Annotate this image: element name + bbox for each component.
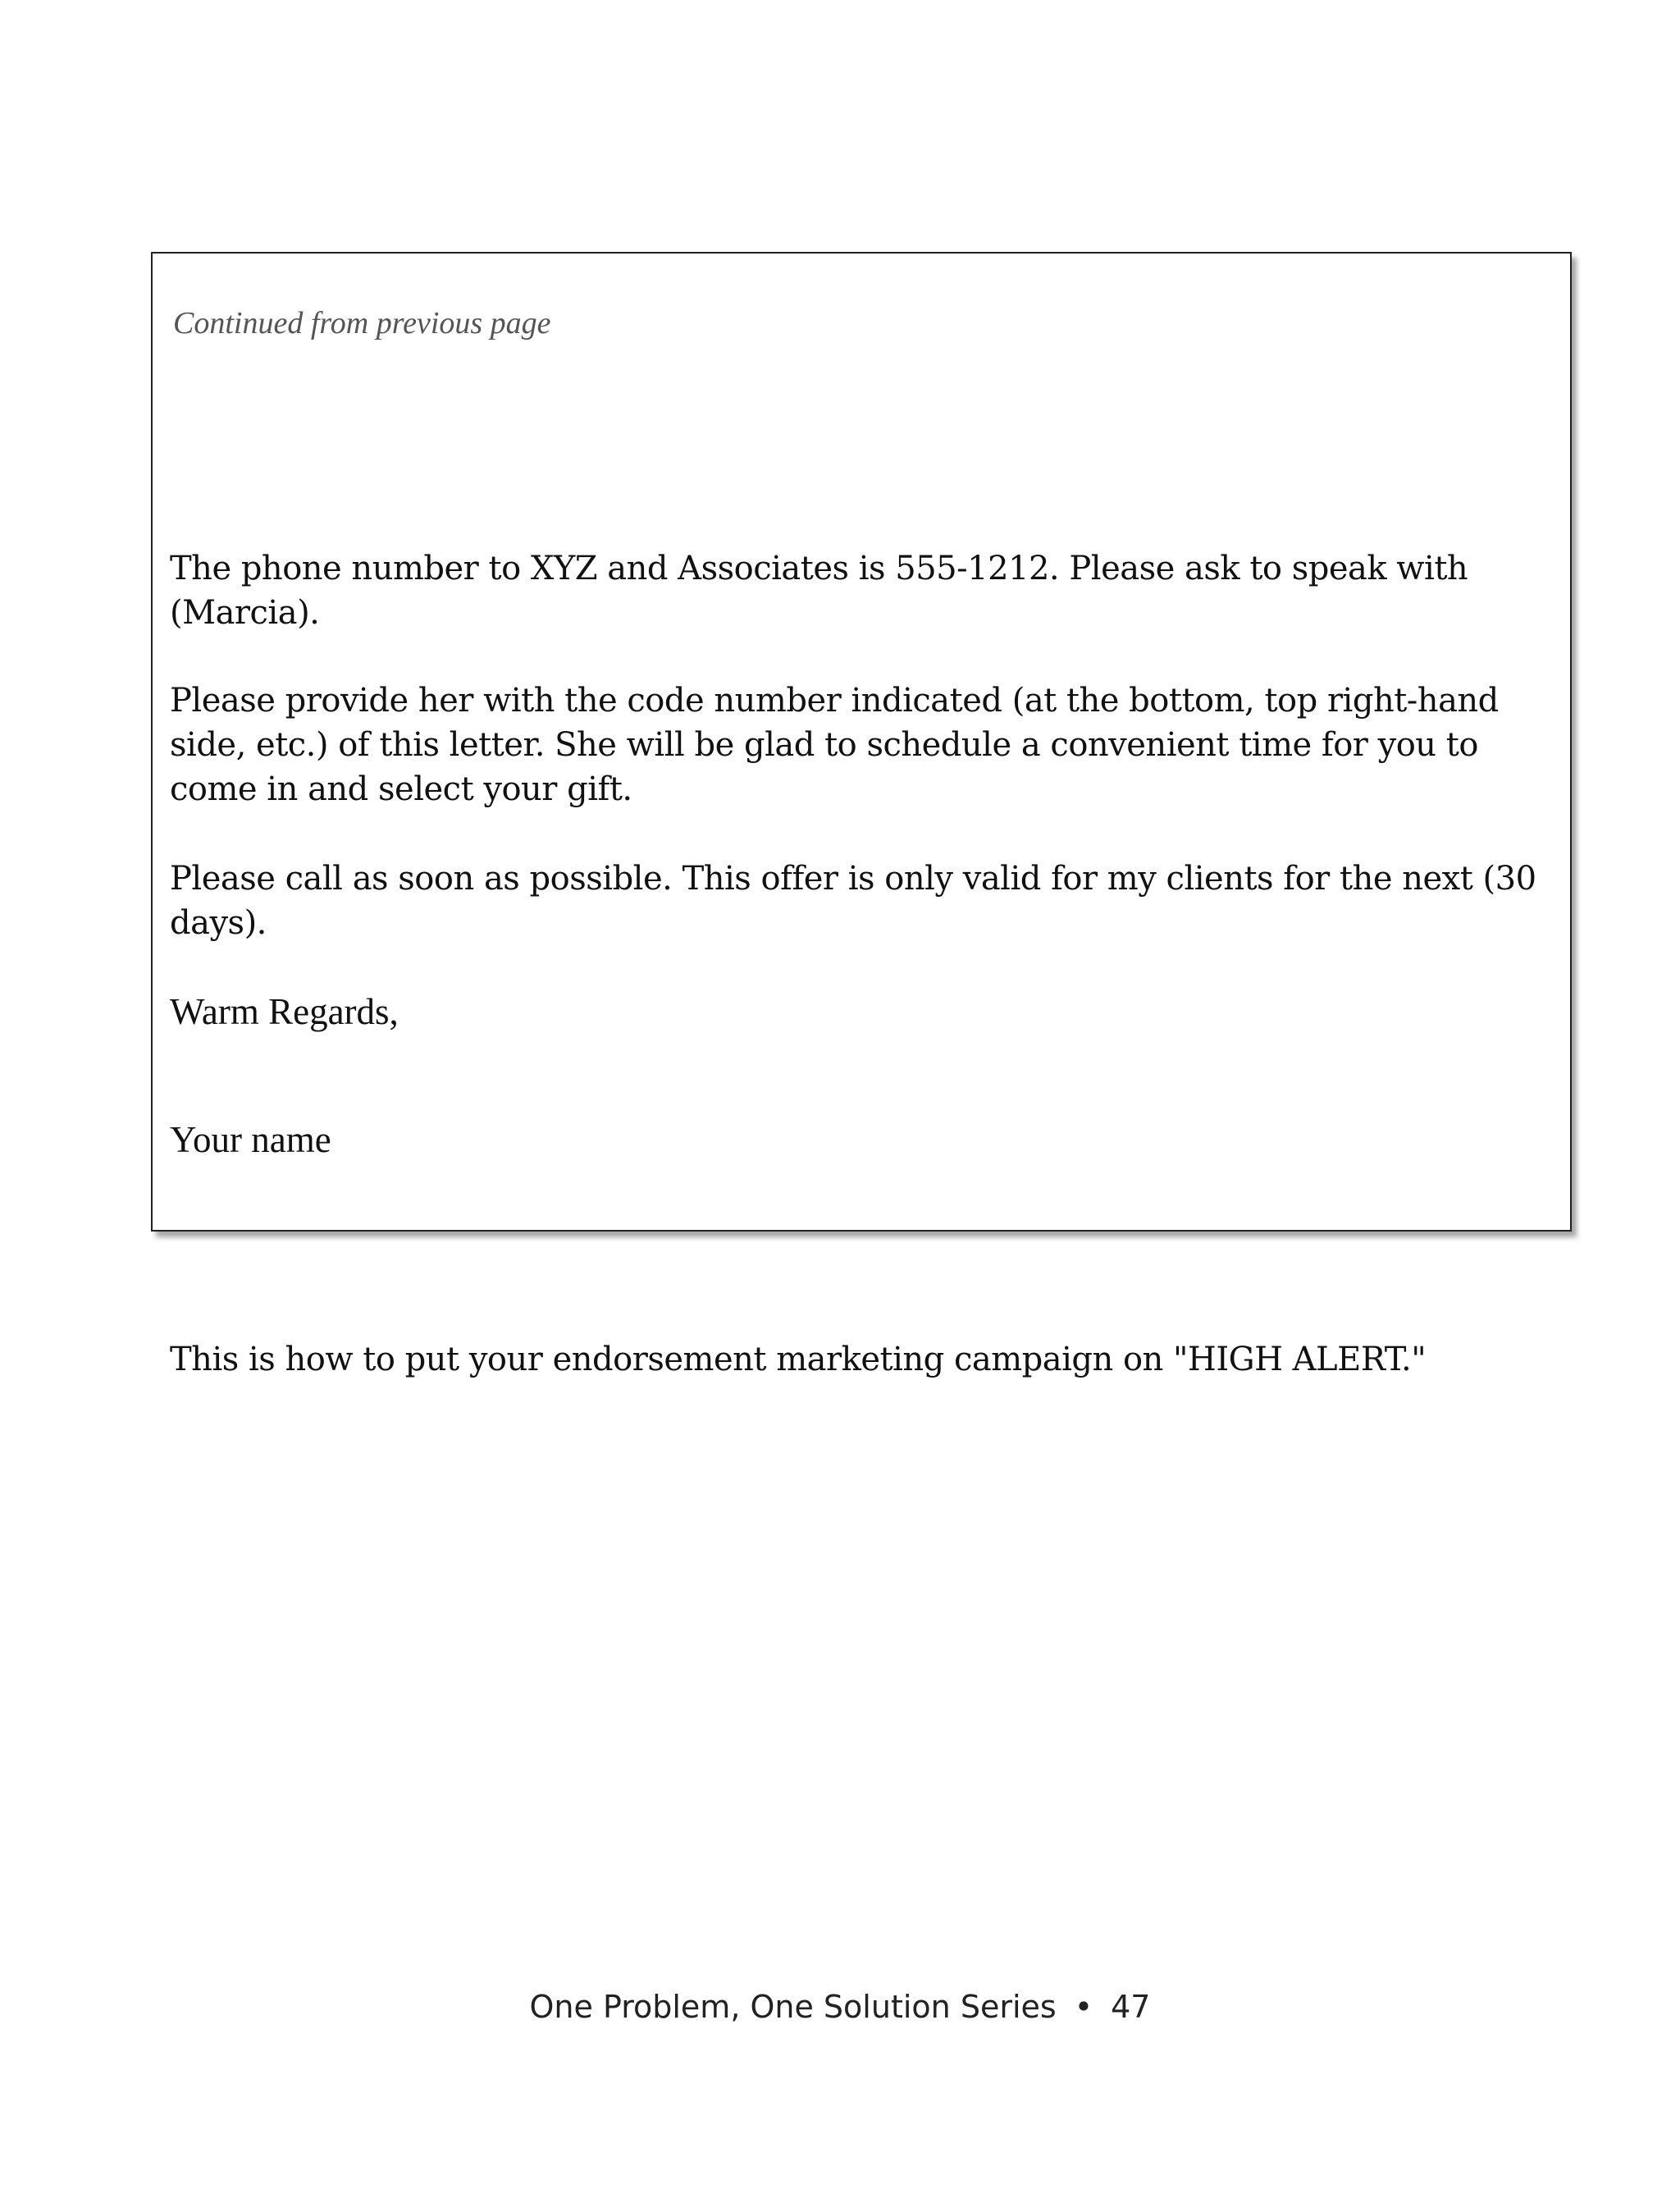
footer-series-title: One Problem, One Solution Series — [529, 1989, 1057, 2025]
footer-separator: • — [1074, 1989, 1093, 2025]
letter-signature: Your name — [170, 1119, 331, 1160]
page-number: 47 — [1111, 1989, 1151, 2025]
letter-paragraph-offer: Please call as soon as possible. This offer is only valid for my clients for the next (30 days). — [170, 860, 1536, 942]
body-paragraph: This is how to put your endorsement marketing campaign on "HIGH ALERT." — [170, 1341, 1427, 1378]
letter-paragraph-phone: The phone number to XYZ and Associates is 555-1212. Please ask to speak with (Marcia). — [170, 550, 1468, 632]
letter-closing: Warm Regards, — [170, 991, 399, 1032]
letter-paragraph-code: Please provide her with the code number indicated (at the bottom, top right-hand side, etc.) of this letter. She will be glad to schedule a convenient time for you to come in and select your gift. — [170, 682, 1499, 808]
continued-note: Continued from previous page — [173, 306, 551, 340]
page-footer — [0, 1989, 1680, 2025]
